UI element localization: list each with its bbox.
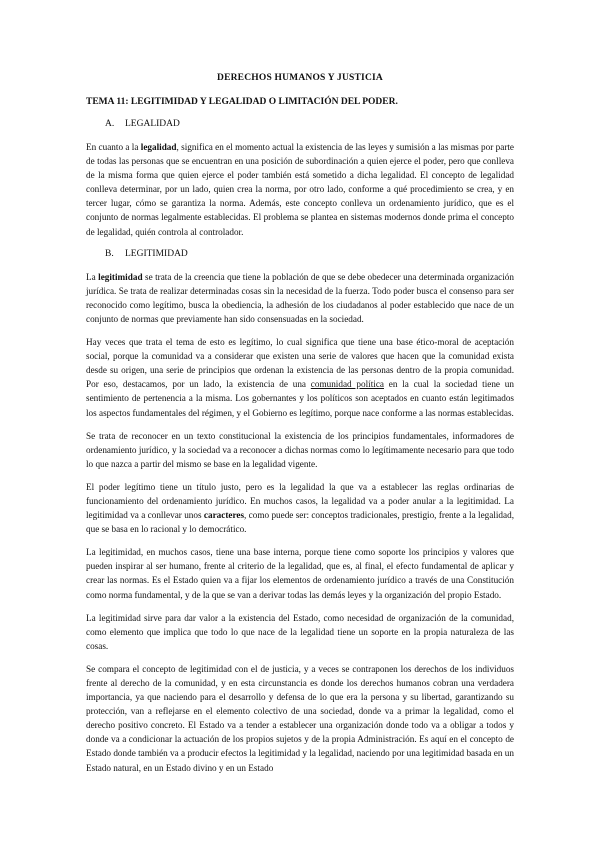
underlined-term-comunidad-politica: comunidad política	[310, 379, 384, 390]
paragraph-base-etico-moral	[86, 335, 514, 420]
paragraph-legalidad	[86, 140, 514, 239]
section-letter: A.	[105, 119, 115, 129]
bold-term-legalidad: legalidad	[140, 142, 177, 152]
topic-title: TEMA 11: LEGITIMIDAD Y LEGALIDAD O LIMITACIÓN DEL PODER.	[86, 97, 398, 107]
paragraph-base-interna: La legitimidad, en muchos casos, tiene una base interna, porque tiene como soporte los principios y valores que pueden inspirar al ser humano, frente al criterio de la legalidad, que es, al final, el efecto fundamental de aplicar y crear las normas. Es el Estado quien va a fijar los elementos de ordenamiento jurídico a través de una Constitución como norma fundamental, y de la que se van a derivar todas las demás leyes y la organización del propio Estado.	[86, 547, 514, 600]
paragraph-poder-legitimo	[86, 480, 514, 536]
paragraph-text: Hay veces que trata el tema de esto es legítimo, lo cual significa que tiene una base ético-moral de aceptación social, porque la comunidad va a considerar que existen una serie de valores que hacen que la comunidad exista desde su origen, una serie de principios que ordenan la existencia de las personas dentro de la propia comunidad. Por eso, destacamos, por un lado, la existencia de una	[86, 337, 514, 390]
paragraph-text: , como puede ser: conceptos tradicionales, prestigio, frente a la legalidad, que se basa en lo racional y lo democrático.	[86, 510, 514, 535]
document-title: DERECHOS HUMANOS Y JUSTICIA	[217, 73, 383, 83]
paragraph-valor-estado: La legitimidad sirve para dar valor a la existencia del Estado, como necesidad de organización de la comunidad, como elemento que implica que todo lo que nace de la legalidad tiene un soporte en la propia naturaleza de las cosas.	[86, 612, 514, 651]
paragraph-texto-constitucional: Se trata de reconocer en un texto constitucional la existencia de los principios fundamentales, informadores de ordenamiento jurídico, y la sociedad va a reconocer a dichas normas como lo legítimamente necesario para que todo lo que nazca a partir del mismo se base en la legalidad vigente.	[86, 430, 514, 469]
bold-term-legitimidad: legitimidad	[98, 271, 143, 282]
section-heading-legalidad	[105, 118, 514, 130]
bold-term-caracteres: caracteres	[203, 510, 245, 521]
paragraph-text: En cuanto a la	[86, 142, 141, 152]
paragraph-text: se trata de la creencia que tiene la población de que se debe obedecer una determinada organización jurídica. Se trata de realizar determinadas cosas sin la necesidad de la fuerza. Todo poder busca el consenso para ser reconocido como legítimo, busca la obediencia, la adhesión de los ciudadanos al poder establecido que nace de un conjunto de normas que previamente han sido consensuadas en la sociedad.	[86, 271, 514, 324]
section-letter: B.	[105, 248, 114, 259]
paragraph-text: en la cual la sociedad tiene un sentimiento de pertenencia a la misma. Los gobernantes y los políticos son aceptados en cuanto están legitimados los aspectos fundamentales del régimen, y el Gobierno es legítimo, porque nace conforme a las normas establecidas.	[86, 379, 514, 418]
paragraph-text: El poder legítimo tiene un título justo, pero es la legalidad la que va a establecer las reglas ordinarias de funcionamiento del ordenamiento jurídico. En muchos casos, la legalidad va a poder anular a la legitimidad. La legitimidad va a conllevar unos	[86, 481, 514, 521]
document-content	[86, 72, 514, 781]
section-heading-text: LEGITIMIDAD	[125, 248, 188, 259]
section-heading-legitimidad	[105, 248, 514, 260]
paragraph-legitimidad-definicion	[86, 270, 514, 326]
section-heading-text: LEGALIDAD	[125, 119, 180, 129]
paragraph-text: La	[86, 271, 99, 282]
paragraph-legitimidad-justicia: Se compara el concepto de legitimidad con el de justicia, y a veces se contraponen los derechos de los individuos frente al derecho de la comunidad, y en esta circunstancia es donde los derechos humanos cobran una verdadera importancia, ya que naciendo para el desarrollo y defensa de lo que era la persona y su libertad, garantizando su protección, van a reflejarse en el elemento colectivo de una sociedad, donde va a primar la legalidad, como el derecho positivo concreto. El Estado va a tender a establecer una organización donde todo va a obligar a todos y donde va a condicionar la actuación de los propios sujetos y de la propia Administración. Es aquí en el concepto de Estado donde también va a producir efectos la legitimidad y la legalidad, naciendo por una legitimidad basada en un Estado natural, en un Estado divino y en un Estado	[86, 663, 514, 773]
paragraph-text: , significa en el momento actual la existencia de las leyes y sumisión a las mismas por parte de todas las personas que se encuentran en una posición de subordinación a quien ejerce el poder, pero que conlleva de la misma forma que quien ejerce el poder también está sometido a dicha legalidad. El concepto de legalidad conlleva determinar, por un lado, quien crea la norma, por otro lado, conforme a qué procedimiento se crea, y en tercer lugar, cómo se garantiza la norma. Además, este concepto conlleva un ordenamiento jurídico, que es el conjunto de normas legalmente establecidas. El problema se plantea en sistemas modernos donde prima el concepto de legalidad, quién controla al controlador.	[86, 142, 515, 237]
